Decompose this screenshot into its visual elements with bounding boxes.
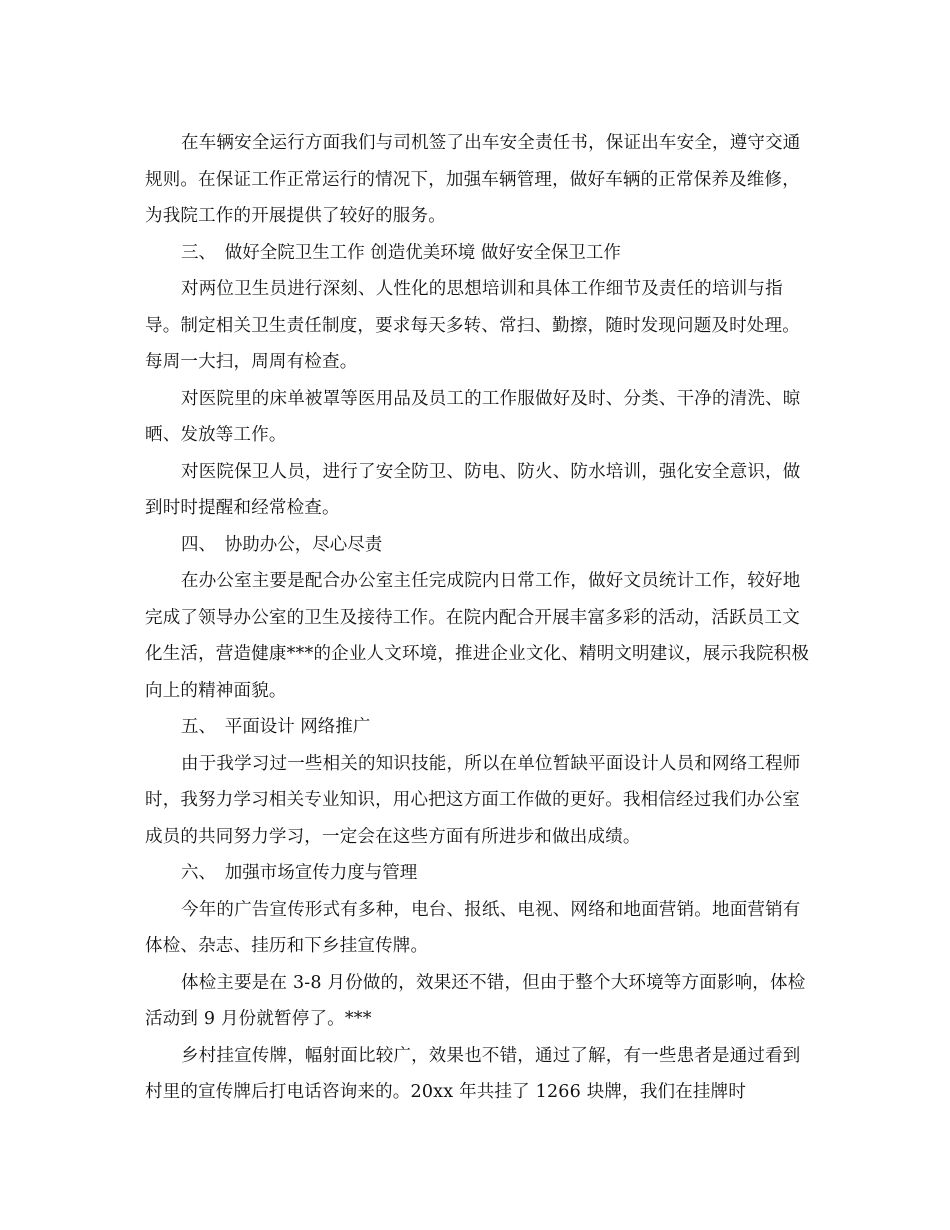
- paragraph-office-work: 在办公室主要是配合办公室主任完成院内日常工作，做好文员统计工作，较好地完成了领导办公室的卫生及接待工作。在院内配合开展丰富多彩的活动，活跃员工文化生活，营造健康***的企业人文环境，推进企业文化、精明文明建议，展示我院积极向上的精神面貌。: [145, 571, 810, 701]
- paragraph-security-training: 对医院保卫人员，进行了安全防卫、防电、防火、防水培训，强化安全意识，做到时时提醒和经常检查。: [145, 461, 801, 518]
- paragraph-health-check: 体检主要是在 3-8 月份做的，效果还不错，但由于整个大环境等方面影响，体检活动到 9 月份就暂停了。***: [145, 972, 806, 1029]
- paragraph-vehicle-safety: 在车辆安全运行方面我们与司机签了出车安全责任书，保证出车安全，遵守交通规则。在保证工作正常运行的情况下，加强车辆管理，做好车辆的正常保养及维修，为我院工作的开展提供了较好的服务。: [145, 133, 801, 226]
- document-body: [145, 125, 810, 1111]
- section-heading-4: 四、 协助办公，尽心尽责: [181, 534, 383, 555]
- section-heading-5: 五、 平面设计 网络推广: [181, 717, 371, 737]
- paragraph-graphic-design: 由于我学习过一些相关的知识技能，所以在单位暂缺平面设计人员和网络工程师时，我努力学习相关专业知识，用心把这方面工作做的更好。我相信经过我们办公室成员的共同努力学习，一定会在这些方面有所进步和做出成绩。: [145, 753, 801, 847]
- paragraph-village-signs: 乡村挂宣传牌，幅射面比较广，效果也不错，通过了解，有一些患者是通过看到村里的宣传牌后打电话咨询来的。20xx 年共挂了 1266 块牌，我们在挂牌时: [145, 1045, 801, 1102]
- paragraph-laundry: 对医院里的床单被罩等医用品及员工的工作服做好及时、分类、干净的清洗、晾晒、发放等工作。: [145, 388, 801, 445]
- paragraph-advertising: 今年的广告宣传形式有多种，电台、报纸、电视、网络和地面营销。地面营销有体检、杂志、挂历和下乡挂宣传牌。: [145, 899, 801, 956]
- section-heading-3: 三、 做好全院卫生工作 创造优美环境 做好安全保卫工作: [181, 242, 621, 263]
- section-heading-6: 六、 加强市场宣传力度与管理: [181, 863, 418, 883]
- paragraph-cleaner-training: 对两位卫生员进行深刻、人性化的思想培训和具体工作细节及责任的培训与指导。制定相关卫生责任制度，要求每天多转、常扫、勤擦，随时发现问题及时处理。每周一大扫，周周有检查。: [145, 279, 800, 372]
